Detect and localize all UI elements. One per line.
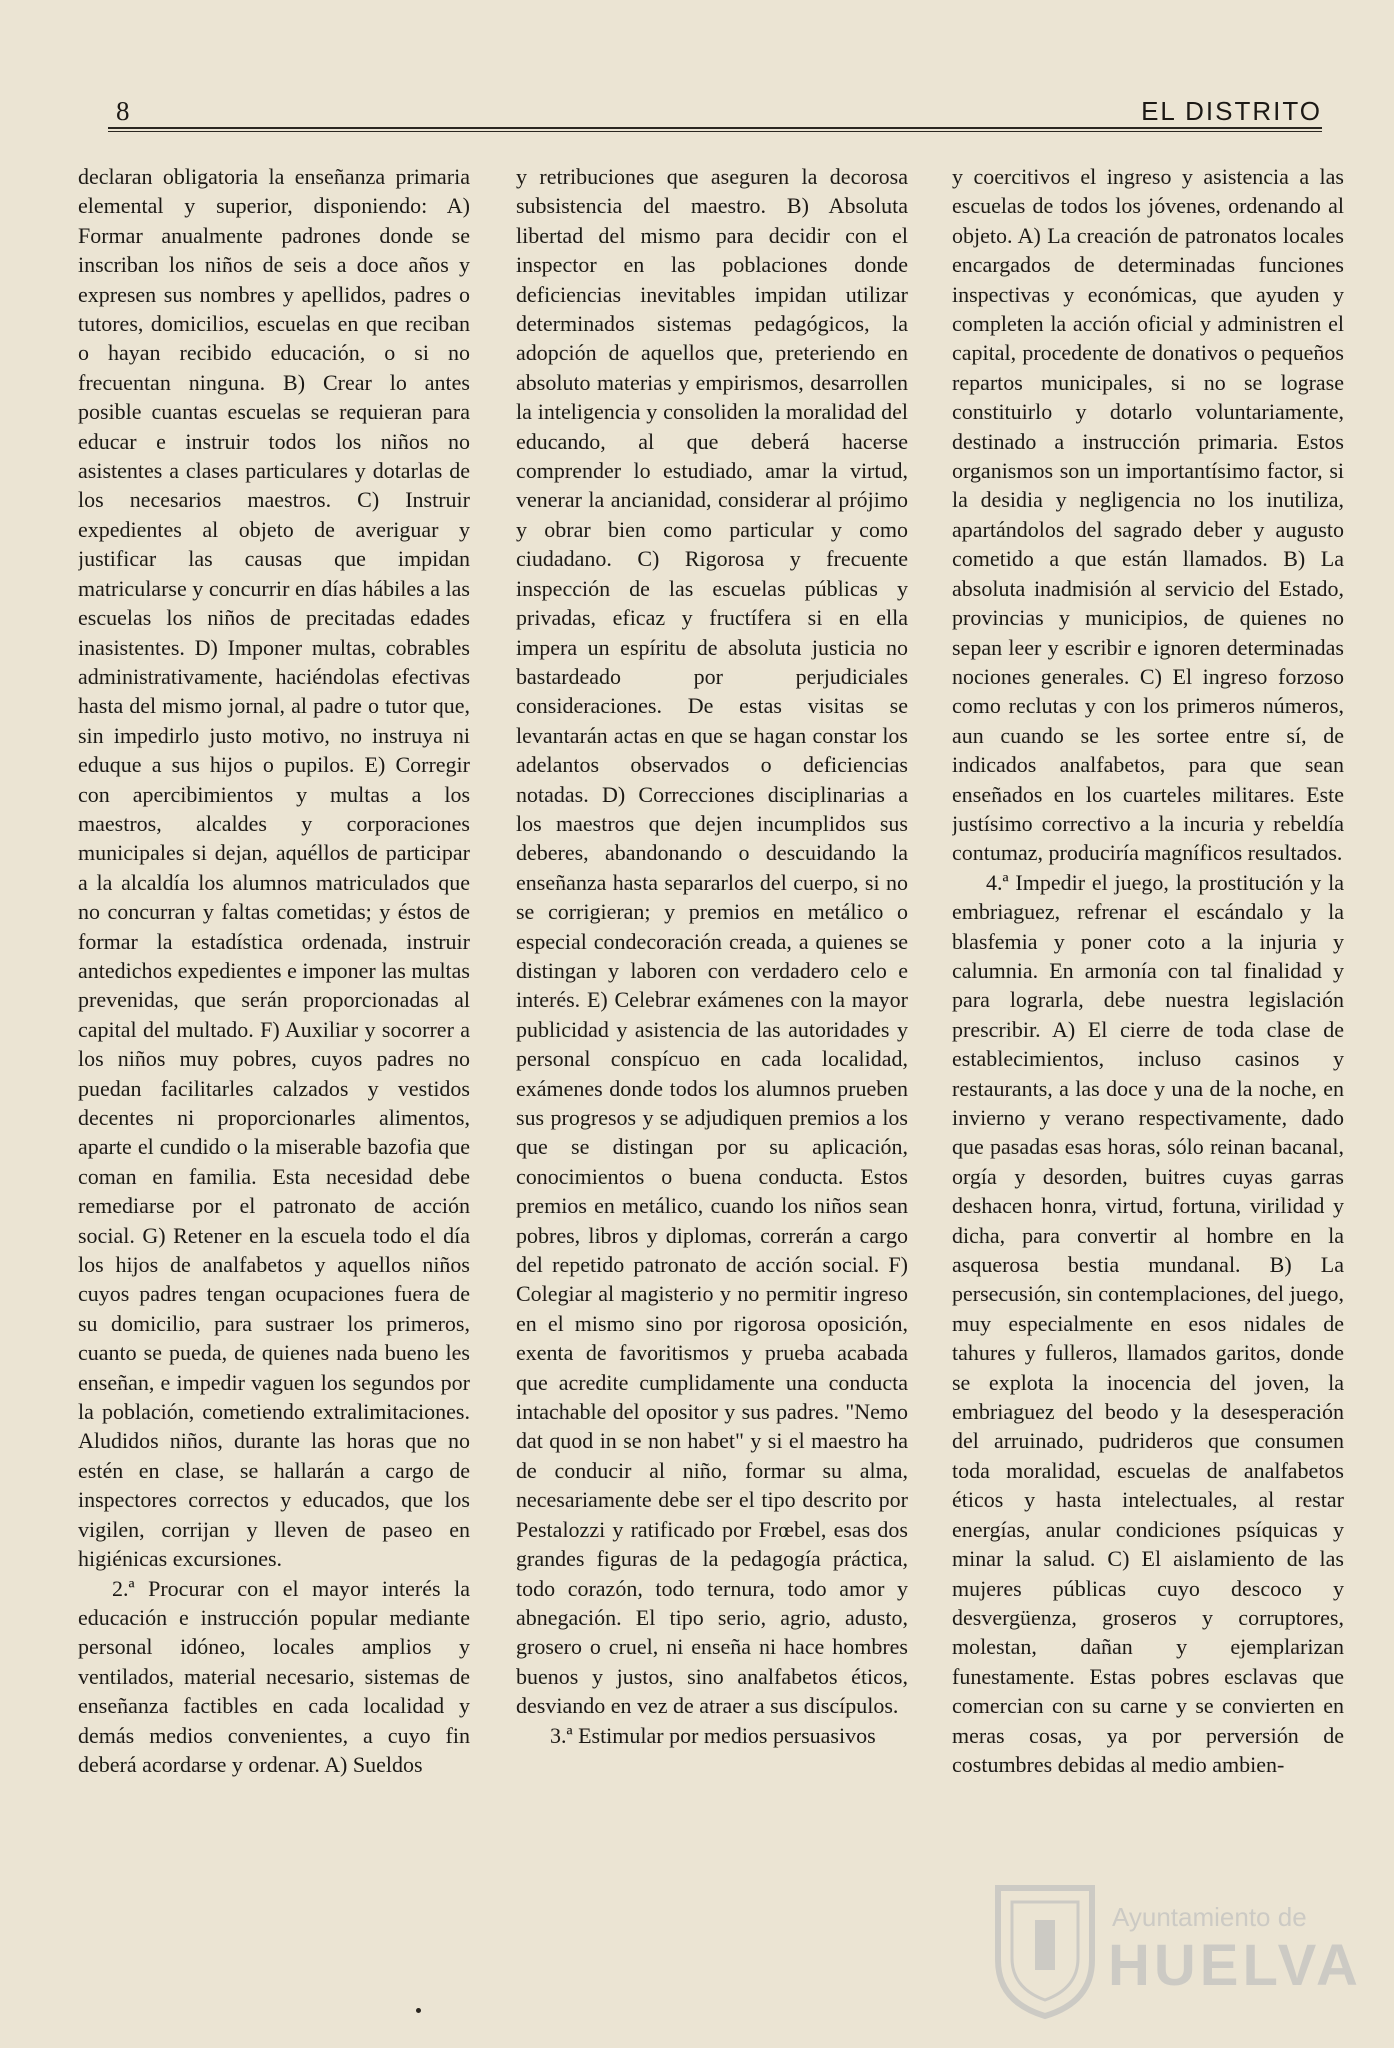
paragraph: y coercitivos el ingreso y asistencia a las escuelas de todos los jóvenes, ordenando al objeto. A) La creación de patronatos locales encargados de determinadas funciones inspectivas y económicas, que ayuden y completen la acción oficial y administren el capital, procedente de donativos o pequeños repartos municipales, si no se lograse constituirlo y dotarlo voluntariamente, destinado a instrucción primaria. Estos organismos son un importantísimo factor, si la desidia y negligencia no los inutiliza, apartándolos del sagrado deber y augusto cometido a que están llamados. B) La absoluta inadmisión al servicio del Estado, provincias y municipios, de quienes no sepan leer y escribir e ignoren determinadas nociones generales. C) El ingreso forzoso como reclutas y con los primeros números, aun cuando se les sortee entre sí, de indicados analfabetos, para que sean enseñados en los cuarteles militares. Este justísimo correctivo a la incuria y rebeldía contumaz, produciría magníficos resultados. bbox=[952, 164, 1344, 866]
city-shield-icon bbox=[990, 1880, 1100, 2020]
paragraph: 2.ª Procurar con el mayor interés la educación e instrucción popular mediante personal idóneo, locales amplios y ventilados, material necesario, sistemas de enseñanza factibles en cada localidad y demás medios convenientes, a cuyo fin deberá acordarse y ordenar. A) Sueldos bbox=[78, 1575, 470, 1777]
watermark-line-1: Ayuntamiento de bbox=[1112, 1902, 1307, 1932]
header-rule-thin bbox=[108, 131, 1322, 132]
paragraph: 4.ª Impedir el juego, la prostitución y la embriaguez, refrenar el escándalo y la blasfemia y poner coto a la injuria y calumnia. En armonía con tal finalidad y para lograrla, debe nuestra legislación prescribir. A) El cierre de toda clase de establecimientos, incluso casinos y restaurants, a las doce y una de la noche, en invierno y verano respectivamente, dado que pasadas esas horas, sólo reinan bacanal, orgía y desorden, buitres cuyas garras deshacen honra, virtud, fortuna, virilidad y dicha, para convertir al hombre en la asquerosa bestia mundanal. B) La persecusión, sin contemplaciones, del juego, muy especialmente en esos nidales de tahures y fulleros, llamados garitos, donde se explota la inocencia del joven, la embriaguez del beodo y la desesperación del arruinado, pudrideros que consumen toda moralidad, escuelas de analfabetos éticos y hasta intelectuales, al restar energías, anular condiciones psíquicas y minar la salud. C) El aislamiento de las mujeres públicas cuyo descoco y desvergüenza, groseros y corruptores, molestan, dañan y ejemplarizan funestamente. Estas pobres esclavas que comercian con su carne y se convierten en meras cosas, ya por perversión de costumbres debidas al medio ambien- bbox=[952, 869, 1344, 1777]
page-header bbox=[108, 96, 1322, 126]
watermark-line-2: HUELVA bbox=[1108, 1933, 1362, 1998]
paragraph: declaran obligatoria la enseñanza primaria elemental y superior, disponiendo: A) Formar anualmente padrones donde se inscriban los niños de seis a doce años y expresen sus nombres y apellidos, padres o tutores, domicilios, escuelas en que reciban o hayan recibido educación, o si no frecuentan ninguna. B) Crear lo antes posible cuantas escuelas se requieran para educar e instruir todos los niños no asistentes a clases particulares y dotarlas de los necesarios maestros. C) Instruir expedientes al objeto de averiguar y justificar las causas que impidan matricularse y concurrir en días hábiles a las escuelas los niños de precitadas edades inasistentes. D) Imponer multas, cobrables administrativamente, haciéndolas efectivas hasta del mismo jornal, al padre o tutor que, sin impedirlo justo motivo, no instruya ni eduque a sus hijos o pupilos. E) Corregir con apercibimientos y multas a los maestros, alcaldes y corporaciones municipales si dejan, aquéllos de participar a la alcaldía los alumnos matriculados que no concurran y faltas cometidas; y éstos de formar la estadística ordenada, instruir antedichos expedientes e imponer las multas prevenidas, que serán proporcionadas al capital del multado. F) Auxiliar y socorrer a los niños muy pobres, cuyos padres no puedan facilitarles calzados y vestidos decentes ni proporcionarles alimentos, aparte el cundido o la miserable bazofia que coman en familia. Esta necesidad debe remediarse por el patronato de acción social. G) Retener en la escuela todo el día los hijos de analfabetos y aquellos niños cuyos padres tengan ocupaciones fuera de su domicilio, para sustraer los primeros, cuanto se pueda, de quienes nada bueno les enseñan, e impedir vaguen los segundos por la población, cometiendo extralimitaciones. Aludidos niños, durante las horas que no estén en clase, se hallarán a cargo de inspectores correctos y educados, que los vigilen, corrijan y lleven de paseo en higiénicas excursiones. bbox=[78, 164, 470, 1572]
publication-title: EL DISTRITO bbox=[1141, 96, 1322, 126]
header-rule bbox=[108, 127, 1322, 129]
paragraph: y retribuciones que aseguren la decorosa subsistencia del maestro. B) Absoluta libertad del mismo para decidir con el inspector en las poblaciones donde deficiencias inevitables impidan utilizar determinados sistemas pedagógicos, la adopción de aquellos que, preteriendo en absoluto materias y empirismos, desarrollen la inteligencia y consoliden la moralidad del educando, al que deberá hacerse comprender lo estudiado, amar la virtud, venerar la ancianidad, considerar al prójimo y obrar bien como particular y como ciudadano. C) Rigorosa y frecuente inspección de las escuelas públicas y privadas, eficaz y fructífera si en ella impera un espíritu de absoluta justicia no bastardeado por perjudiciales consideraciones. De estas visitas se levantarán actas en que se hagan constar los adelantos observados o deficiencias notadas. D) Correcciones disciplinarias a los maestros que dejen incumplidos sus deberes, abandonando o descuidando la enseñanza hasta separarlos del cuerpo, si no se corrigieran; y premios en metálico o especial condecoración creada, a quienes se distingan y laboren con verdadero celo e interés. E) Celebrar exámenes con la mayor publicidad y asistencia de las autoridades y personal conspícuo en cada localidad, exámenes donde todos los alumnos prueben sus progresos y se adjudiquen premios a los que se distingan por su aplicación, conocimientos o buena conducta. Estos premios en metálico, cuando los niños sean pobres, libros y diplomas, correrán a cargo del repetido patronato de acción social. F) Colegiar al magisterio y no permitir ingreso en el mismo sino por rigorosa oposición, exenta de favoritismos y prueba acabada que acredite cumplidamente una conducta intachable del opositor y sus padres. "Nemo dat quod in se non habet" y si el maestro ha de conducir al niño, formar su alma, necesariamente debe ser el tipo descrito por Pestalozzi y ratificado por Frœbel, esas dos grandes figuras de la pedagogía práctica, todo corazón, todo ternura, todo amor y abnegación. El tipo serio, agrio, adusto, grosero o cruel, ni enseña ni hace hombres buenos y justos, sino analfabetos éticos, desviando en vez de atraer a sus discípulos. bbox=[516, 164, 908, 1719]
archive-watermark bbox=[990, 1880, 1362, 2020]
paragraph: 3.ª Estimular por medios persuasivos bbox=[550, 1722, 876, 1748]
page-number: 8 bbox=[116, 96, 131, 126]
text-column-3 bbox=[952, 162, 1344, 1932]
text-column-1 bbox=[78, 162, 470, 1932]
print-mark bbox=[416, 2008, 421, 2013]
text-column-2 bbox=[516, 162, 908, 1932]
